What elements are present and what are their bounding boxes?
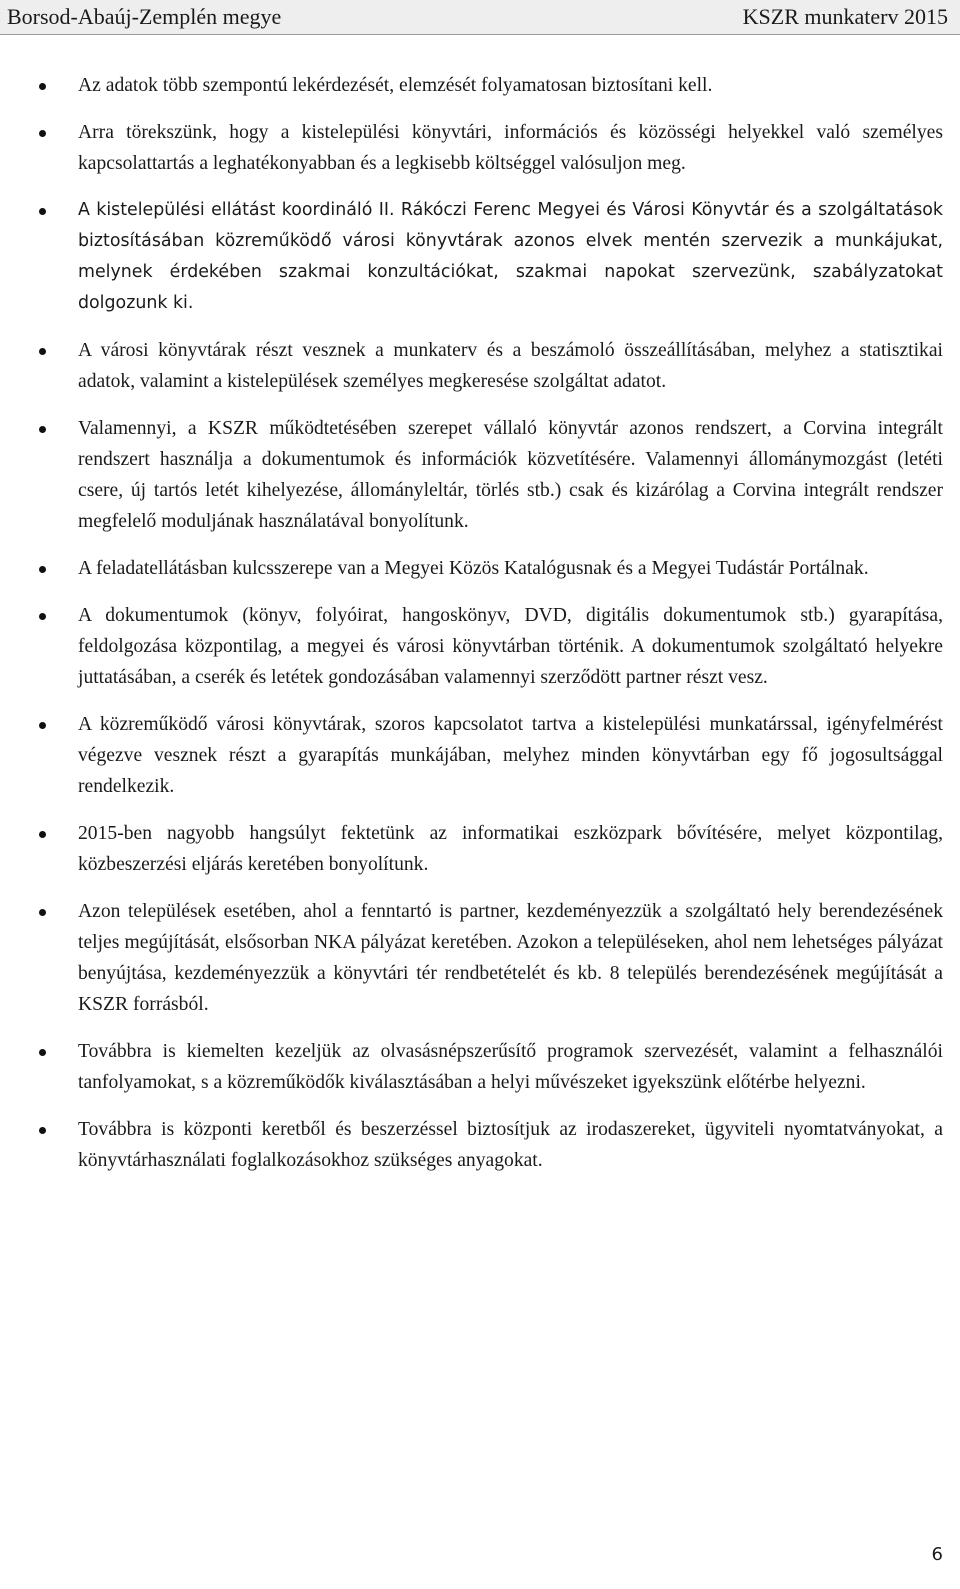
list-item-text: 2015-ben nagyobb hangsúlyt fektetünk az informatikai eszközpark bővítésére, melyet központilag, közbeszerzési eljárás keretében bonyolítunk. (78, 823, 943, 875)
list-item (0, 413, 960, 537)
bullet-icon (39, 426, 46, 433)
list-item-text: Azon települések esetében, ahol a fenntartó is partner, kezdeményezzük a szolgáltató hely berendezésének teljes megújítását, elsősorban NKA pályázat keretében. Azokon a településeken, ahol nem lehetséges pályázat benyújtása, kezdeményezzük a könyvtári tér rendbetételét és kb. 8 település berendezésének megújítását a KSZR forrásból. (78, 901, 943, 1015)
bullet-icon (39, 83, 46, 90)
list-item-text: Arra törekszünk, hogy a kistelepülési könyvtári, információs és közösségi helyekkel való személyes kapcsolattartás a leghatékonyabban és a legkisebb költséggel valósuljon meg. (78, 122, 943, 174)
bullet-icon (39, 208, 46, 215)
list-item-text: Az adatok több szempontú lekérdezését, elemzését folyamatosan biztosítani kell. (78, 75, 713, 96)
bullet-icon (39, 831, 46, 838)
bullet-icon (39, 613, 46, 620)
bullet-icon (39, 722, 46, 729)
page-number: 6 (931, 1544, 943, 1565)
list-item (0, 195, 960, 319)
list-item (0, 600, 960, 693)
list-item (0, 1036, 960, 1098)
list-item (0, 335, 960, 397)
header-document-title: KSZR munkaterv 2015 (742, 4, 948, 29)
list-item-text: A közreműködő városi könyvtárak, szoros kapcsolatot tartva a kistelepülési munkatárssal, igényfelmérést végezve vesznek részt a gyarapítás munkájában, melyhez minden könyvtárban egy fő jogosultsággal rendelkezik. (78, 714, 943, 797)
header-county: Borsod-Abaúj-Zemplén megye (7, 4, 282, 29)
list-item-text: Továbbra is kiemelten kezeljük az olvasásnépszerűsítő programok szervezését, valamint a felhasználói tanfolyamokat, s a közreműködők kiválasztásában a helyi művészeket igyekszünk előtérbe helyezni. (78, 1041, 943, 1093)
bullet-icon (39, 1127, 46, 1134)
list-item-text: Valamennyi, a KSZR működtetésében szerepet vállaló könyvtár azonos rendszert, a Corvina integrált rendszert használja a dokumentumok és információk közvetítésére. Valamennyi állománymozgást (letéti csere, új tartós letét kihelyezése, állományleltár, törlés stb.) csak és kizárólag a Corvina integrált rendszer megfelelő moduljának használatával bonyolítunk. (78, 418, 943, 532)
list-item (0, 70, 960, 101)
bullet-icon (39, 130, 46, 137)
bullet-icon (39, 909, 46, 916)
list-item (0, 117, 960, 179)
list-item (0, 553, 960, 584)
bullet-icon (39, 1049, 46, 1056)
list-item-text: A városi könyvtárak részt vesznek a munkaterv és a beszámoló összeállításában, melyhez a statisztikai adatok, valamint a kistelepülések személyes megkeresése szolgáltat adatot. (78, 340, 943, 392)
list-item (0, 709, 960, 802)
list-item (0, 896, 960, 1020)
page-header (0, 0, 960, 35)
bullet-icon (39, 348, 46, 355)
list-item (0, 1114, 960, 1176)
bullet-icon (39, 566, 46, 573)
list-item-text: A kistelepülési ellátást koordináló II. Rákóczi Ferenc Megyei és Városi Könyvtár és a szolgáltatások biztosításában közreműködő városi könyvtárak azonos elvek mentén szervezik a munkájukat, melynek érdekében szakmai konzultációkat, szakmai napokat szervezünk, szabályzatokat dolgozunk ki. (78, 200, 943, 313)
bullet-list (0, 70, 960, 1176)
document-body (0, 70, 960, 1192)
list-item-text: Továbbra is központi keretből és beszerzéssel biztosítjuk az irodaszereket, ügyviteli nyomtatványokat, a könyvtárhasználati foglalkozásokhoz szükséges anyagokat. (78, 1119, 943, 1171)
list-item-text: A feladatellátásban kulcsszerepe van a Megyei Közös Katalógusnak és a Megyei Tudástár Portálnak. (78, 558, 869, 579)
list-item (0, 818, 960, 880)
list-item-text: A dokumentumok (könyv, folyóirat, hangoskönyv, DVD, digitális dokumentumok stb.) gyarapítása, feldolgozása központilag, a megyei és városi könyvtárban történik. A dokumentumok szolgáltató helyekre juttatásában, a cserék és letétek gondozásában valamennyi szerződött partner részt vesz. (78, 605, 943, 688)
